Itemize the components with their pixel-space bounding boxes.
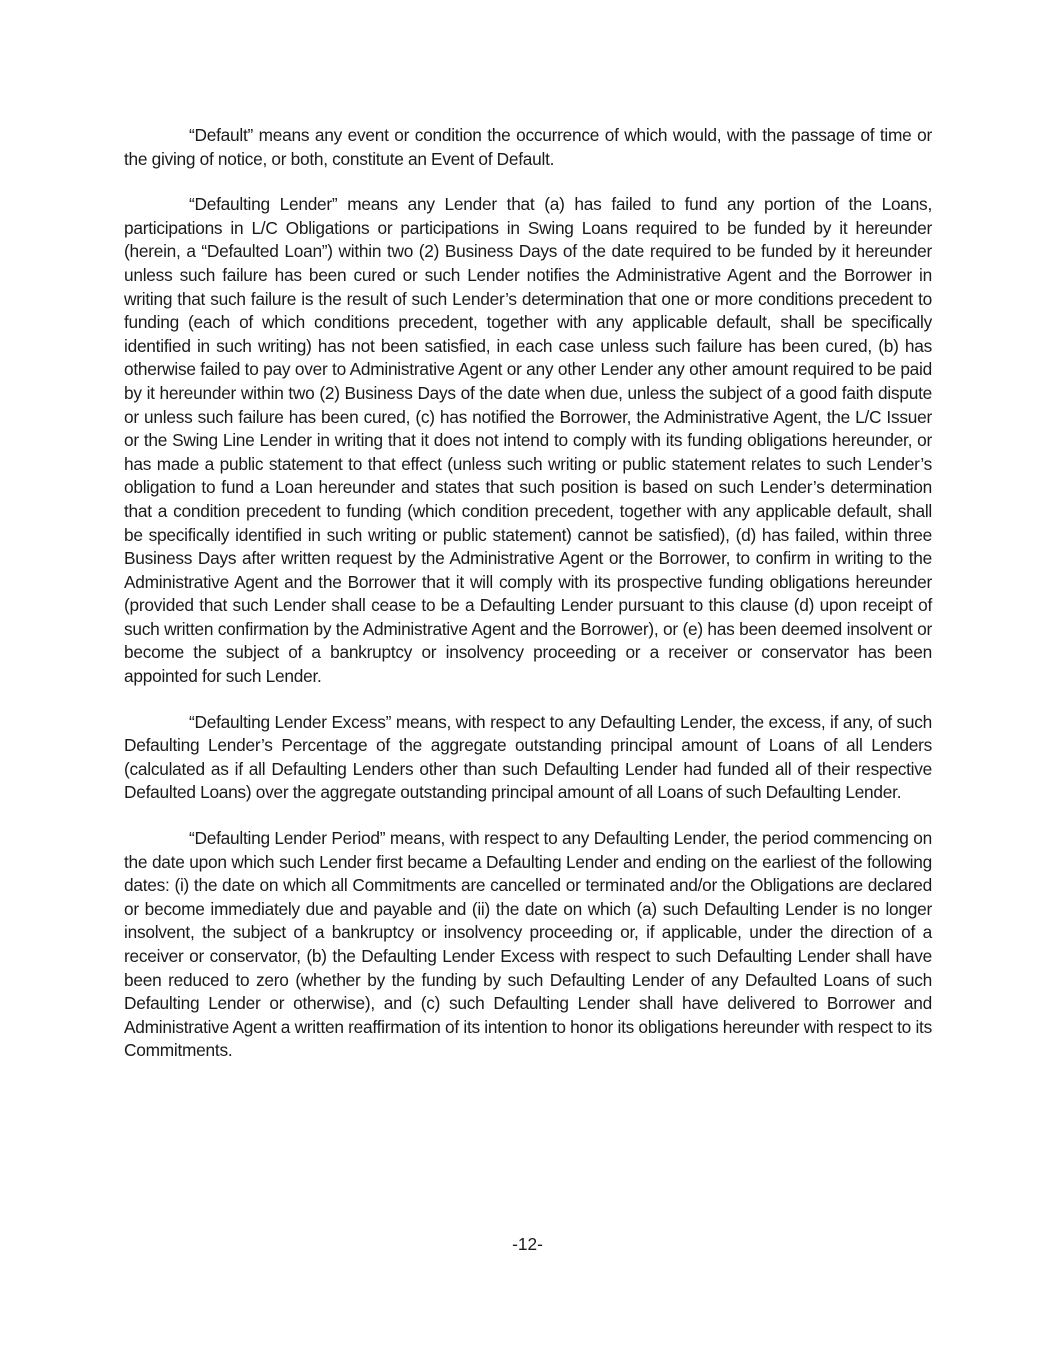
definition-default: “Default” means any event or condition the occurrence of which would, with the passage of time or the giving of notice, or both, constitute an Event of Default. [124,125,932,169]
document-body [124,124,932,1085]
definition-defaulting-lender-period: “Defaulting Lender Period” means, with respect to any Defaulting Lender, the period commencing on the date upon which such Lender first became a Defaulting Lender and ending on the earliest of the following dates: (i) the date on which all Commitments are cancelled or terminated and/or the Obligations are declared or become immediately due and payable and (ii) the date on which (a) such Defaulting Lender is no longer insolvent, the subject of a bankruptcy or insolvency proceeding or, if applicable, under the direction of a receiver or conservator, (b) the Defaulting Lender Excess with respect to such Defaulting Lender shall have been reduced to zero (whether by the funding by such Defaulting Lender of any Defaulted Loans of such Defaulting Lender or otherwise), and (c) such Defaulting Lender shall have delivered to Borrower and Administrative Agent a written reaffirmation of its intention to honor its obligations hereunder with respect to its Commitments. [124,828,932,1061]
definition-defaulting-lender: “Defaulting Lender” means any Lender that (a) has failed to fund any portion of the Loans, participations in L/C Obligations or participations in Swing Loans required to be funded by it hereunder (herein, a “Defaulted Loan”) within two (2) Business Days of the date required to be funded by it hereunder unless such failure has been cured or such Lender notifies the Administrative Agent and the Borrower in writing that such failure is the result of such Lender’s determination that one or more conditions precedent to funding (each of which conditions precedent, together with any applicable default, shall be specifically identified in such writing) has not been satisfied, in each case unless such failure has been cured, (b) has otherwise failed to pay over to Administrative Agent or any other Lender any other amount required to be paid by it hereunder within two (2) Business Days of the date when due, unless the subject of a good faith dispute or unless such failure has been cured, (c) has notified the Borrower, the Administrative Agent, the L/C Issuer or the Swing Line Lender in writing that it does not intend to comply with its funding obligations hereunder, or has made a public statement to that effect (unless such writing or public statement relates to such Lender’s obligation to fund a Loan hereunder and states that such position is based on such Lender’s determination that a condition precedent to funding (which condition precedent, together with any applicable default, shall be specifically identified in such writing or public statement) cannot be satisfied), (d) has failed, within three Business Days after written request by the Administrative Agent or the Borrower, to confirm in writing to the Administrative Agent and the Borrower that it will comply with its prospective funding obligations hereunder (provided that such Lender shall cease to be a Defaulting Lender pursuant to this clause (d) upon receipt of such written confirmation by the Administrative Agent and the Borrower), or (e) has been deemed insolvent or become the subject of a bankruptcy or insolvency proceeding or a receiver or conservator has been appointed for such Lender. [124,194,932,687]
definition-defaulting-lender-excess: “Defaulting Lender Excess” means, with respect to any Defaulting Lender, the excess, if any, of such Defaulting Lender’s Percentage of the aggregate outstanding principal amount of Loans of all Lenders (calculated as if all Defaulting Lenders other than such Defaulting Lender had funded all of their respective Defaulted Loans) over the aggregate outstanding principal amount of all Loans of such Defaulting Lender. [124,711,932,803]
page-number: -12- [512,1234,543,1254]
